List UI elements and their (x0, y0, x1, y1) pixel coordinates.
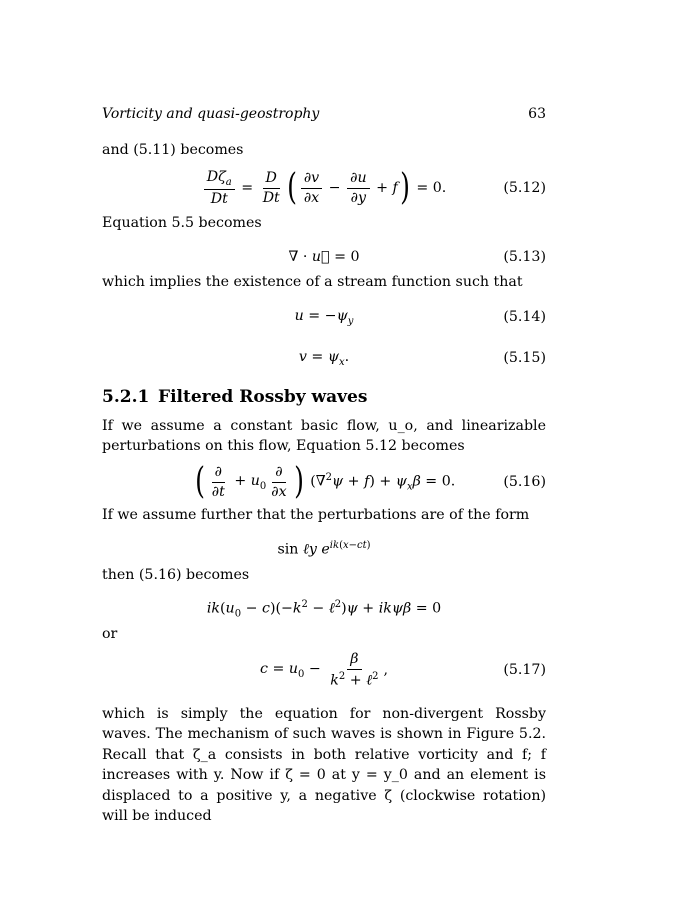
section-title: Filtered Rossby waves (158, 387, 368, 407)
equation-number: (5.12) (503, 180, 546, 196)
running-header-title: Vorticity and quasi-geostrophy (102, 106, 320, 122)
equation-dispersion: $ik(u_0 - c)(-k^2$ − ℓ$^2$)ψ + ikψβ = 0 (206, 598, 442, 620)
paragraph-1: and (5.11) becomes (102, 142, 244, 158)
equation-number: (5.13) (503, 249, 546, 265)
paragraph-3: which implies the existence of a stream function such that (102, 274, 523, 290)
paragraph-8: which is simply the equation for non-divergent Rossby waves. The mechanism of such waves is shown in Figure 5.2. Recall that ζ_a consists in both relative vorticity and f; f increases with y. Now if ζ = 0 at y = y_0 and an element is displaced to a positive y, a negative ζ (clockwise rotation) will be induced (102, 706, 546, 825)
equation-number: (5.17) (503, 662, 546, 678)
section-number: 5.2.1 (102, 387, 150, 407)
equation-number: (5.16) (503, 474, 546, 490)
paragraph-4: If we assume a constant basic flow, u_o, and linearizable perturbations on this flow, Equation 5.12 becomes (102, 418, 546, 455)
equation-number: (5.14) (503, 309, 546, 325)
equation-5-15: $v = \psi_x$. (5.15) (298, 348, 546, 368)
paragraph-5: If we assume further that the perturbations are of the form (102, 507, 530, 523)
equation-5-17: $c = u_0$ − $\frac{\beta}{k^2 + \ell^2}$ , (5.17) (259, 651, 546, 689)
equation-number: (5.15) (503, 350, 546, 366)
equation-5-12: $\frac{D\zeta_a}{Dt}$ = $\frac{D}{Dt}$ ( $\frac{\partial v}{\partial x}$ − $\frac{\partial u}{\partial y}$ + f ) = 0. (5.12) (102, 166, 546, 210)
section-heading (102, 387, 367, 407)
equation-5-13: ∇ · u⃗ = 0 (5.13) (288, 249, 546, 265)
paragraph-6: then (5.16) becomes (102, 567, 250, 583)
paragraph-7: or (102, 626, 118, 642)
paragraph-2: Equation 5.5 becomes (102, 215, 262, 231)
equation-5-14: $u = -\psi_y$ (5.14) (294, 307, 546, 327)
equation-perturbation-form: sin ℓy $e^{ik(x-ct)}$ (277, 539, 371, 558)
equation-5-16: ( $\frac{\partial}{\partial t}$ + $u_0$ $\frac{\partial}{\partial x}$ ) $(\nabla^2\psi + f) + \psi_x\beta = 0$. (5.16) (194, 461, 546, 502)
page-number: 63 (528, 106, 546, 122)
